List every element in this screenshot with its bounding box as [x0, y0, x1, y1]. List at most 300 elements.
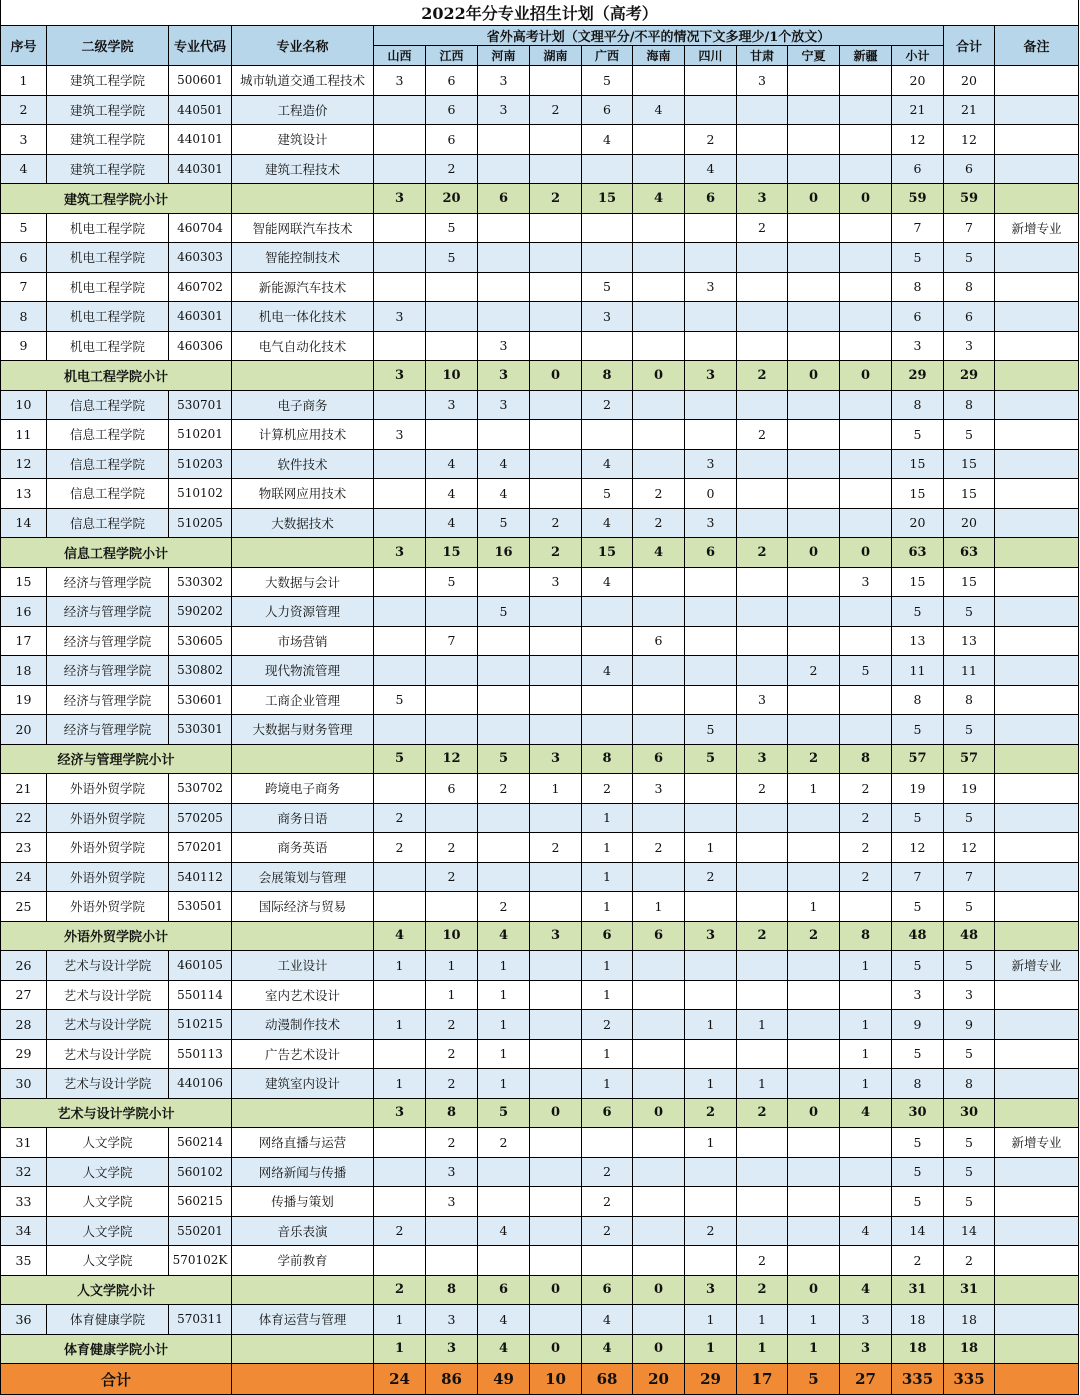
province-count-cell	[426, 420, 478, 450]
remark-cell	[995, 125, 1079, 155]
province-subtotal-cell: 10	[426, 361, 478, 391]
province-subtotal-cell: 10	[426, 921, 478, 951]
province-count-cell: 1	[478, 951, 530, 981]
major-name-cell: 智能控制技术	[232, 243, 374, 273]
seq-cell: 29	[1, 1039, 47, 1069]
province-count-cell	[633, 154, 685, 184]
header-province: 山西	[374, 46, 426, 66]
subtotal-cell: 11	[892, 656, 944, 686]
college-subtotal-row	[1, 1334, 1079, 1364]
province-count-cell: 3	[478, 390, 530, 420]
province-count-cell: 5	[840, 656, 892, 686]
province-count-cell	[478, 302, 530, 332]
major-name-cell: 体育运营与管理	[232, 1305, 374, 1335]
total-cell: 57	[944, 744, 995, 774]
province-count-cell	[788, 1069, 840, 1099]
province-count-cell	[788, 1246, 840, 1276]
province-count-cell	[374, 95, 426, 125]
major-code-cell: 570102K	[169, 1246, 232, 1276]
province-count-cell: 1	[374, 951, 426, 981]
province-count-cell	[374, 567, 426, 597]
total-cell: 8	[944, 1069, 995, 1099]
province-subtotal-cell: 2	[737, 921, 788, 951]
province-subtotal-cell: 20	[426, 184, 478, 214]
province-count-cell	[737, 390, 788, 420]
province-count-cell: 3	[840, 567, 892, 597]
college-cell: 人文学院	[47, 1157, 169, 1187]
seq-cell: 1	[1, 66, 47, 96]
province-count-cell	[374, 715, 426, 745]
province-count-cell: 2	[530, 508, 582, 538]
province-count-cell	[685, 1187, 737, 1217]
seq-cell: 19	[1, 685, 47, 715]
province-count-cell	[788, 980, 840, 1010]
province-count-cell	[737, 449, 788, 479]
province-count-cell	[788, 213, 840, 243]
province-count-cell	[685, 567, 737, 597]
table-row	[1, 626, 1079, 656]
province-count-cell: 3	[374, 302, 426, 332]
province-count-cell: 3	[685, 449, 737, 479]
subtotal-label: 人文学院小计	[1, 1275, 232, 1305]
major-code-cell: 510201	[169, 420, 232, 450]
province-count-cell: 2	[426, 154, 478, 184]
province-count-cell	[633, 1305, 685, 1335]
total-cell: 30	[944, 1098, 995, 1128]
province-count-cell: 1	[737, 1069, 788, 1099]
province-count-cell: 1	[478, 980, 530, 1010]
province-subtotal-cell: 1	[788, 1334, 840, 1364]
province-subtotal-cell: 3	[737, 184, 788, 214]
subtotal-cell: 5	[892, 597, 944, 627]
province-count-cell: 2	[633, 833, 685, 863]
major-code-cell: 530302	[169, 567, 232, 597]
province-count-cell	[633, 390, 685, 420]
seq-cell: 22	[1, 803, 47, 833]
province-count-cell	[374, 626, 426, 656]
province-subtotal-cell: 3	[530, 744, 582, 774]
province-count-cell: 1	[685, 1128, 737, 1158]
subtotal-cell: 5	[892, 951, 944, 981]
province-count-cell	[840, 508, 892, 538]
province-count-cell	[737, 803, 788, 833]
subtotal-cell: 5	[892, 803, 944, 833]
province-subtotal-cell: 0	[633, 1098, 685, 1128]
subtotal-cell: 5	[892, 1187, 944, 1217]
province-count-cell: 4	[478, 449, 530, 479]
province-subtotal-cell: 2	[737, 1275, 788, 1305]
province-count-cell	[737, 243, 788, 273]
province-count-cell	[685, 597, 737, 627]
province-count-cell	[737, 125, 788, 155]
province-subtotal-cell: 0	[633, 361, 685, 391]
province-count-cell	[478, 154, 530, 184]
province-count-cell	[530, 331, 582, 361]
seq-cell: 17	[1, 626, 47, 656]
province-count-cell: 6	[426, 774, 478, 804]
province-count-cell	[530, 803, 582, 833]
province-count-cell	[582, 331, 633, 361]
province-count-cell: 4	[582, 125, 633, 155]
subtotal-cell: 57	[892, 744, 944, 774]
province-count-cell: 2	[478, 892, 530, 922]
remark-cell	[995, 774, 1079, 804]
province-count-cell: 1	[840, 1010, 892, 1040]
province-count-cell	[530, 715, 582, 745]
province-count-cell: 2	[737, 213, 788, 243]
seq-cell: 11	[1, 420, 47, 450]
total-cell: 5	[944, 892, 995, 922]
province-count-cell	[374, 862, 426, 892]
province-subtotal-cell: 16	[478, 538, 530, 568]
remark-cell	[995, 508, 1079, 538]
subtotal-cell: 14	[892, 1216, 944, 1246]
table-row	[1, 1216, 1079, 1246]
province-count-cell	[633, 125, 685, 155]
major-code-cell: 550114	[169, 980, 232, 1010]
major-name-cell: 工业设计	[232, 951, 374, 981]
remark-cell	[995, 862, 1079, 892]
remark-cell: 新增专业	[995, 1128, 1079, 1158]
province-count-cell: 5	[685, 715, 737, 745]
province-count-cell	[685, 656, 737, 686]
blank-cell	[232, 184, 374, 214]
remark-cell	[995, 626, 1079, 656]
grand-total-province-cell: 10	[530, 1364, 582, 1395]
subtotal-cell: 63	[892, 538, 944, 568]
major-name-cell: 动漫制作技术	[232, 1010, 374, 1040]
province-count-cell	[478, 567, 530, 597]
province-count-cell	[737, 951, 788, 981]
province-count-cell: 2	[633, 508, 685, 538]
remark-cell	[995, 390, 1079, 420]
college-cell: 人文学院	[47, 1128, 169, 1158]
province-subtotal-cell: 5	[478, 1098, 530, 1128]
province-count-cell: 1	[478, 1069, 530, 1099]
total-cell: 8	[944, 272, 995, 302]
seq-cell: 28	[1, 1010, 47, 1040]
college-cell: 艺术与设计学院	[47, 951, 169, 981]
seq-cell: 24	[1, 862, 47, 892]
province-count-cell: 1	[374, 1010, 426, 1040]
table-row	[1, 892, 1079, 922]
province-subtotal-cell: 8	[840, 921, 892, 951]
subtotal-cell: 19	[892, 774, 944, 804]
college-cell: 机电工程学院	[47, 243, 169, 273]
header-province: 广西	[582, 46, 633, 66]
remark-cell	[995, 449, 1079, 479]
province-count-cell: 1	[737, 1305, 788, 1335]
province-count-cell	[530, 626, 582, 656]
table-row	[1, 420, 1079, 450]
province-count-cell: 1	[685, 1305, 737, 1335]
header-seq: 序号	[1, 26, 47, 66]
province-count-cell	[374, 892, 426, 922]
province-count-cell	[582, 1128, 633, 1158]
seq-cell: 7	[1, 272, 47, 302]
province-count-cell: 2	[478, 1128, 530, 1158]
province-count-cell	[685, 420, 737, 450]
province-subtotal-cell: 6	[478, 1275, 530, 1305]
college-cell: 经济与管理学院	[47, 567, 169, 597]
major-code-cell: 570201	[169, 833, 232, 863]
province-count-cell	[582, 1246, 633, 1276]
province-count-cell	[840, 420, 892, 450]
province-count-cell	[840, 715, 892, 745]
table-row	[1, 1187, 1079, 1217]
province-subtotal-cell: 0	[840, 184, 892, 214]
province-count-cell: 1	[582, 951, 633, 981]
college-subtotal-row	[1, 1275, 1079, 1305]
province-count-cell	[788, 567, 840, 597]
province-count-cell	[426, 803, 478, 833]
blank-cell	[232, 744, 374, 774]
province-count-cell	[478, 862, 530, 892]
subtotal-cell: 6	[892, 302, 944, 332]
table-row	[1, 833, 1079, 863]
subtotal-cell: 15	[892, 479, 944, 509]
seq-cell: 8	[1, 302, 47, 332]
major-name-cell: 跨境电子商务	[232, 774, 374, 804]
subtotal-label: 信息工程学院小计	[1, 538, 232, 568]
college-cell: 建筑工程学院	[47, 154, 169, 184]
province-count-cell: 2	[633, 479, 685, 509]
province-count-cell: 1	[582, 803, 633, 833]
province-subtotal-cell: 4	[374, 921, 426, 951]
table-row	[1, 95, 1079, 125]
remark-cell	[995, 597, 1079, 627]
province-count-cell	[530, 243, 582, 273]
province-count-cell	[633, 1216, 685, 1246]
seq-cell: 33	[1, 1187, 47, 1217]
seq-cell: 10	[1, 390, 47, 420]
major-name-cell: 商务英语	[232, 833, 374, 863]
province-count-cell: 2	[426, 1128, 478, 1158]
major-name-cell: 建筑设计	[232, 125, 374, 155]
province-subtotal-cell: 12	[426, 744, 478, 774]
province-subtotal-cell: 2	[788, 921, 840, 951]
province-count-cell	[633, 715, 685, 745]
province-count-cell	[840, 597, 892, 627]
subtotal-cell: 9	[892, 1010, 944, 1040]
college-cell: 艺术与设计学院	[47, 980, 169, 1010]
total-cell: 15	[944, 479, 995, 509]
province-count-cell	[737, 980, 788, 1010]
remark-cell	[995, 479, 1079, 509]
province-count-cell	[633, 803, 685, 833]
province-subtotal-cell: 0	[530, 361, 582, 391]
province-count-cell	[788, 95, 840, 125]
province-count-cell: 2	[582, 390, 633, 420]
province-count-cell: 1	[374, 1305, 426, 1335]
province-count-cell: 5	[426, 213, 478, 243]
province-count-cell	[633, 567, 685, 597]
subtotal-cell: 5	[892, 1039, 944, 1069]
subtotal-cell: 12	[892, 833, 944, 863]
province-subtotal-cell: 3	[374, 361, 426, 391]
grand-total-subtotal-cell: 335	[892, 1364, 944, 1395]
blank-cell	[995, 1098, 1079, 1128]
province-count-cell: 2	[582, 1157, 633, 1187]
province-count-cell: 1	[737, 1010, 788, 1040]
province-count-cell	[840, 243, 892, 273]
college-subtotal-row	[1, 184, 1079, 214]
total-cell: 7	[944, 862, 995, 892]
province-count-cell	[374, 272, 426, 302]
province-count-cell	[737, 508, 788, 538]
remark-cell	[995, 1010, 1079, 1040]
total-cell: 5	[944, 243, 995, 273]
subtotal-cell: 7	[892, 213, 944, 243]
province-subtotal-cell: 4	[840, 1275, 892, 1305]
province-count-cell: 3	[633, 774, 685, 804]
major-code-cell: 510102	[169, 479, 232, 509]
seq-cell: 12	[1, 449, 47, 479]
province-subtotal-cell: 6	[685, 538, 737, 568]
province-count-cell	[530, 1216, 582, 1246]
province-count-cell	[737, 331, 788, 361]
province-count-cell: 2	[582, 774, 633, 804]
province-count-cell	[530, 1128, 582, 1158]
province-count-cell	[478, 803, 530, 833]
seq-cell: 27	[1, 980, 47, 1010]
table-row	[1, 567, 1079, 597]
major-code-cell: 530605	[169, 626, 232, 656]
province-count-cell	[582, 597, 633, 627]
province-count-cell: 6	[426, 66, 478, 96]
major-name-cell: 大数据与财务管理	[232, 715, 374, 745]
province-count-cell	[633, 1039, 685, 1069]
subtotal-cell: 21	[892, 95, 944, 125]
province-count-cell: 4	[478, 1305, 530, 1335]
college-cell: 建筑工程学院	[47, 125, 169, 155]
blank-cell	[995, 744, 1079, 774]
province-subtotal-cell: 2	[685, 1098, 737, 1128]
province-count-cell: 1	[788, 774, 840, 804]
major-name-cell: 建筑室内设计	[232, 1069, 374, 1099]
province-count-cell	[633, 302, 685, 332]
major-name-cell: 工商企业管理	[232, 685, 374, 715]
remark-cell	[995, 1246, 1079, 1276]
blank-cell	[232, 361, 374, 391]
major-name-cell: 国际经济与贸易	[232, 892, 374, 922]
province-count-cell	[478, 272, 530, 302]
province-count-cell	[737, 1039, 788, 1069]
table-row	[1, 862, 1079, 892]
province-subtotal-cell: 2	[530, 538, 582, 568]
province-count-cell	[788, 1157, 840, 1187]
province-count-cell	[788, 449, 840, 479]
province-count-cell	[478, 243, 530, 273]
table-row	[1, 154, 1079, 184]
province-count-cell	[633, 1246, 685, 1276]
province-count-cell	[633, 597, 685, 627]
subtotal-cell: 8	[892, 272, 944, 302]
blank-cell	[232, 1334, 374, 1364]
province-count-cell: 2	[374, 803, 426, 833]
subtotal-cell: 30	[892, 1098, 944, 1128]
province-count-cell	[737, 302, 788, 332]
province-count-cell	[840, 1128, 892, 1158]
subtotal-label: 经济与管理学院小计	[1, 744, 232, 774]
province-count-cell: 3	[374, 66, 426, 96]
table-row	[1, 980, 1079, 1010]
table-row	[1, 685, 1079, 715]
province-count-cell	[374, 656, 426, 686]
seq-cell: 5	[1, 213, 47, 243]
province-count-cell: 2	[840, 833, 892, 863]
province-subtotal-cell: 0	[788, 184, 840, 214]
header-remark: 备注	[995, 26, 1079, 66]
seq-cell: 6	[1, 243, 47, 273]
remark-cell	[995, 803, 1079, 833]
seq-cell: 20	[1, 715, 47, 745]
major-name-cell: 传播与策划	[232, 1187, 374, 1217]
table-row	[1, 213, 1079, 243]
province-count-cell	[840, 980, 892, 1010]
total-cell: 20	[944, 508, 995, 538]
major-code-cell: 540112	[169, 862, 232, 892]
subtotal-cell: 5	[892, 420, 944, 450]
province-count-cell	[374, 1128, 426, 1158]
subtotal-cell: 5	[892, 892, 944, 922]
province-subtotal-cell: 0	[788, 361, 840, 391]
province-count-cell: 1	[582, 892, 633, 922]
major-code-cell: 560214	[169, 1128, 232, 1158]
province-count-cell	[788, 862, 840, 892]
blank-cell	[232, 1098, 374, 1128]
major-code-cell: 440106	[169, 1069, 232, 1099]
province-count-cell	[685, 213, 737, 243]
province-count-cell: 1	[840, 1069, 892, 1099]
total-cell: 8	[944, 390, 995, 420]
province-count-cell	[582, 685, 633, 715]
province-count-cell	[685, 980, 737, 1010]
table-row	[1, 508, 1079, 538]
major-name-cell: 网络直播与运营	[232, 1128, 374, 1158]
province-count-cell: 4	[426, 479, 478, 509]
province-count-cell	[530, 1039, 582, 1069]
province-subtotal-cell: 6	[582, 921, 633, 951]
province-count-cell	[633, 449, 685, 479]
grand-total-province-cell: 20	[633, 1364, 685, 1395]
grand-total-province-cell: 29	[685, 1364, 737, 1395]
remark-cell	[995, 95, 1079, 125]
table-row	[1, 1128, 1079, 1158]
college-cell: 艺术与设计学院	[47, 1069, 169, 1099]
subtotal-cell: 15	[892, 567, 944, 597]
province-subtotal-cell: 1	[685, 1334, 737, 1364]
province-count-cell: 2	[426, 862, 478, 892]
college-cell: 机电工程学院	[47, 331, 169, 361]
province-subtotal-cell: 3	[426, 1334, 478, 1364]
province-count-cell	[374, 774, 426, 804]
province-subtotal-cell: 0	[530, 1275, 582, 1305]
province-count-cell: 4	[582, 449, 633, 479]
college-subtotal-row	[1, 361, 1079, 391]
remark-cell	[995, 272, 1079, 302]
blank-cell	[995, 361, 1079, 391]
province-count-cell	[788, 803, 840, 833]
province-count-cell: 1	[426, 951, 478, 981]
province-count-cell: 4	[582, 508, 633, 538]
province-subtotal-cell: 6	[582, 1275, 633, 1305]
province-subtotal-cell: 3	[737, 744, 788, 774]
blank-cell	[995, 1275, 1079, 1305]
province-count-cell	[788, 243, 840, 273]
header-province: 湖南	[530, 46, 582, 66]
total-cell: 2	[944, 1246, 995, 1276]
